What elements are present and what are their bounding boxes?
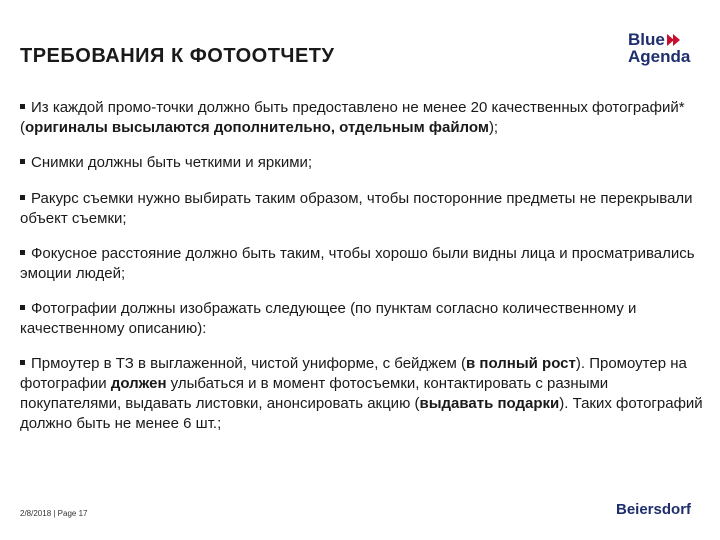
bullet-bold-text: оригиналы высылаются дополнительно, отдельным файлом — [25, 119, 489, 136]
double-arrow-icon — [668, 34, 680, 46]
bullet-text: улыбаться и в момент фотосъемки, контактировать с разными покупателями, выдавать листовки, анонсировать акцию ( — [20, 375, 609, 412]
bullet-text: Ракурс съемки нужно выбирать таким образом, чтобы посторонние предметы не перекрывали объект съемки; — [20, 190, 693, 227]
bullet-text: ); — [488, 119, 499, 136]
bullet-bold-text: выдавать подарки — [419, 395, 560, 412]
list-item — [20, 189, 710, 229]
bullet-bold-text: должен — [110, 375, 167, 392]
bullet-text: ). Промоутер на фотографии — [20, 355, 687, 392]
bullet-text: Прмоутер в ТЗ в выглаженной, чистой униформе, с бейджем ( — [31, 355, 467, 372]
requirements-list — [20, 98, 710, 434]
logo-line1: Blue — [628, 30, 665, 49]
bullet-square-icon — [20, 360, 25, 365]
footer-date-page: 2/8/2018 | Page 17 — [20, 509, 88, 518]
bullet-square-icon — [20, 250, 25, 255]
bullet-bold-text: в полный рост — [466, 355, 576, 372]
bullet-text: Из каждой промо-точки должно быть предоставлено не менее 20 качественных фотографий* ( — [20, 99, 685, 136]
bullet-square-icon — [20, 195, 25, 200]
list-item — [20, 98, 710, 138]
logo-line2: Agenda — [628, 47, 691, 66]
list-item — [20, 354, 710, 434]
page-title: ТРЕБОВАНИЯ К ФОТООТЧЕТУ — [20, 45, 335, 67]
bullet-text: ). Таких фотографий должно быть не менее 6 шт.; — [20, 395, 703, 432]
bullet-text: Фотографии должны изображать следующее (по пунктам согласно количественному и качественному описанию): — [20, 300, 637, 337]
blue-agenda-logo — [628, 32, 708, 66]
bullet-square-icon — [20, 104, 25, 109]
list-item — [20, 244, 710, 284]
bullet-square-icon — [20, 159, 25, 164]
list-item — [20, 153, 710, 173]
bullet-text: Фокусное расстояние должно быть таким, чтобы хорошо были видны лица и просматривались эмоции людей; — [20, 245, 695, 282]
beiersdorf-logo: Beiersdorf — [616, 501, 692, 518]
list-item — [20, 299, 710, 339]
bullet-text: Снимки должны быть четкими и яркими; — [31, 154, 313, 171]
bullet-square-icon — [20, 305, 25, 310]
